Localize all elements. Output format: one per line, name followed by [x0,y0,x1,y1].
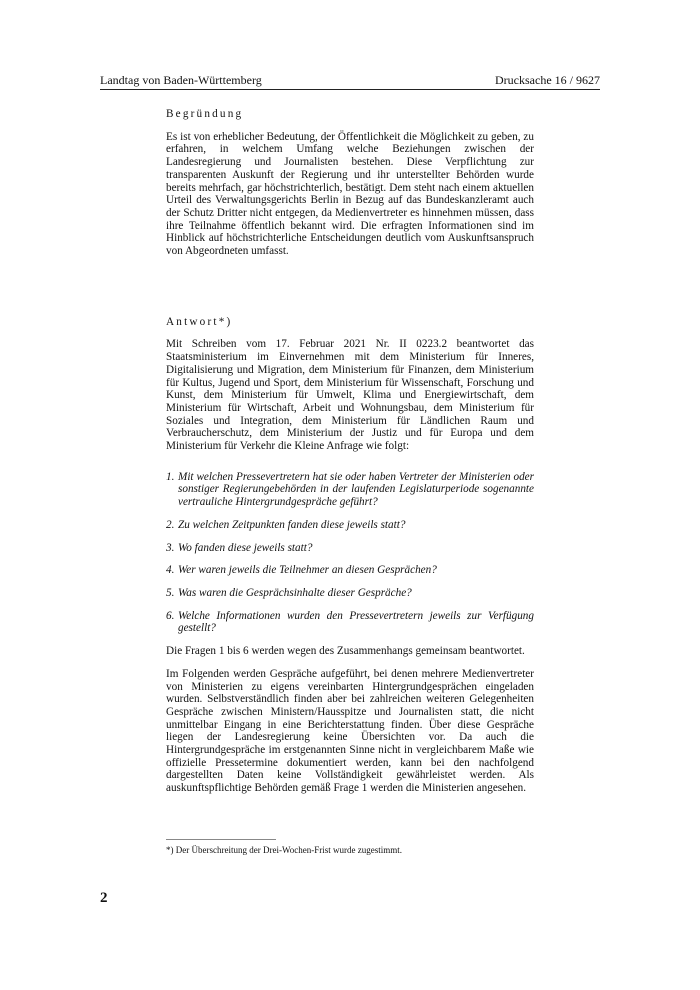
question-number: 6. [166,609,175,622]
question-item [166,610,534,635]
header-divider [100,89,600,90]
begruendung-heading: Begründung [166,108,244,120]
footnote-divider [166,839,276,840]
antwort-heading: Antwort*) [166,315,233,328]
question-number: 4. [166,564,175,577]
question-text: Wo fanden diese jeweils statt? [178,541,313,554]
question-item [166,519,534,532]
document-body [166,108,534,795]
answer-paragraph-1: Die Fragen 1 bis 6 werden wegen des Zusammenhangs gemeinsam beantwortet. [166,645,525,658]
answer-paragraph-2: Im Folgenden werden Gespräche aufgeführt, bei denen mehrere Medienvertreter von Ministerien zu eigens vereinbarten Hintergrundgesprächen eingeladen wurden. Selbstverständlich finden aber bei zahlreichen weiteren Gelegenheiten Gespräche zwischen Ministern/Hausspitze und Journalisten statt, die nicht unmittelbar Eingang in eine Berichterstattung finden. Über diese Gespräche liegen der Landesregierung keine Übersichten vor. Da auch die Hintergrundgespräche im erstgenannten Sinne nicht in vergleichbarem Maße wie offizielle Pressetermine dokumentiert werden, kann bei den nachfolgend dargestellten Daten keine Vollständigkeit gewährleistet werden. Als auskunftspflichtige Behörden gemäß Frage 1 werden die Ministerien angesehen. [166,667,534,795]
question-item [166,542,534,555]
page-number: 2 [100,890,108,906]
antwort-intro: Mit Schreiben vom 17. Februar 2021 Nr. II 0223.2 beantwortet das Staatsministerium im Einvernehmen mit dem Ministerium für Inneres, Digitalisierung und Migration, dem Ministerium für Finanzen, dem Ministerium für Kultus, Jugend und Sport, dem Ministerium für Wissenschaft, Forschung und Kunst, dem Ministerium für Umwelt, Klima und Energiewirtschaft, dem Ministerium für Wirtschaft, Arbeit und Wohnungsbau, dem Ministerium für Soziales und Integration, dem Ministerium für Ländlichen Raum und Verbraucherschutz, dem Ministerium der Justiz und für Europa und dem Ministerium für Verkehr die Kleine Anfrage wie folgt: [166,338,534,453]
running-header [100,73,600,87]
footnote: *) Der Überschreitung der Drei-Wochen-Frist wurde zugestimmt. [166,845,402,855]
question-number: 5. [166,586,175,599]
header-document-number: Drucksache 16 / 9627 [495,73,600,87]
question-text: Mit welchen Pressevertretern hat sie oder haben Vertreter der Ministerien oder sonstiger Regierungebehörden in der laufenden Legislaturperiode sogenannte vertrauliche Hintergrundgespräche geführt? [178,470,534,509]
question-text: Wer waren jeweils die Teilnehmer an diesen Gesprächen? [178,564,437,577]
question-number: 3. [166,541,175,554]
question-item [166,587,534,600]
begruendung-text: Es ist von erheblicher Bedeutung, der Öffentlichkeit die Möglichkeit zu geben, zu erfahren, in welchem Umfang welche Beziehungen zwischen der Landesregierung und Journalisten bestehen. Diese Verpflichtung zur transparenten Auskunft der Regierung und ihr unterstellter Behörden wurde bereits mehrfach, gar höchstrichterlich, bestätigt. Dem steht nach einem aktuellen Urteil des Verwaltungsgerichts Berlin in Bezug auf das Bundeskanzleramt auch der Schutz Dritter nicht entgegen, da Medienvertreter es hinnehmen müssen, dass ihre Teilnahme öffentlich bekannt wird. Die erfragten Informationen sind im Hinblick auf höchstrichterliche Entscheidungen deutlich vom Auskunftsanspruch von Abgeordneten umfasst. [166,130,534,258]
question-text: Was waren die Gesprächsinhalte dieser Gespräche? [178,586,412,599]
question-number: 2. [166,518,175,531]
question-number: 1. [166,470,175,483]
question-item [166,471,534,509]
header-parliament: Landtag von Baden-Württemberg [100,73,262,87]
question-text: Zu welchen Zeitpunkten fanden diese jeweils statt? [178,518,406,531]
question-text: Welche Informationen wurden den Pressevertretern jeweils zur Verfügung gestellt? [178,609,534,635]
question-item [166,564,534,577]
question-list [166,471,534,635]
